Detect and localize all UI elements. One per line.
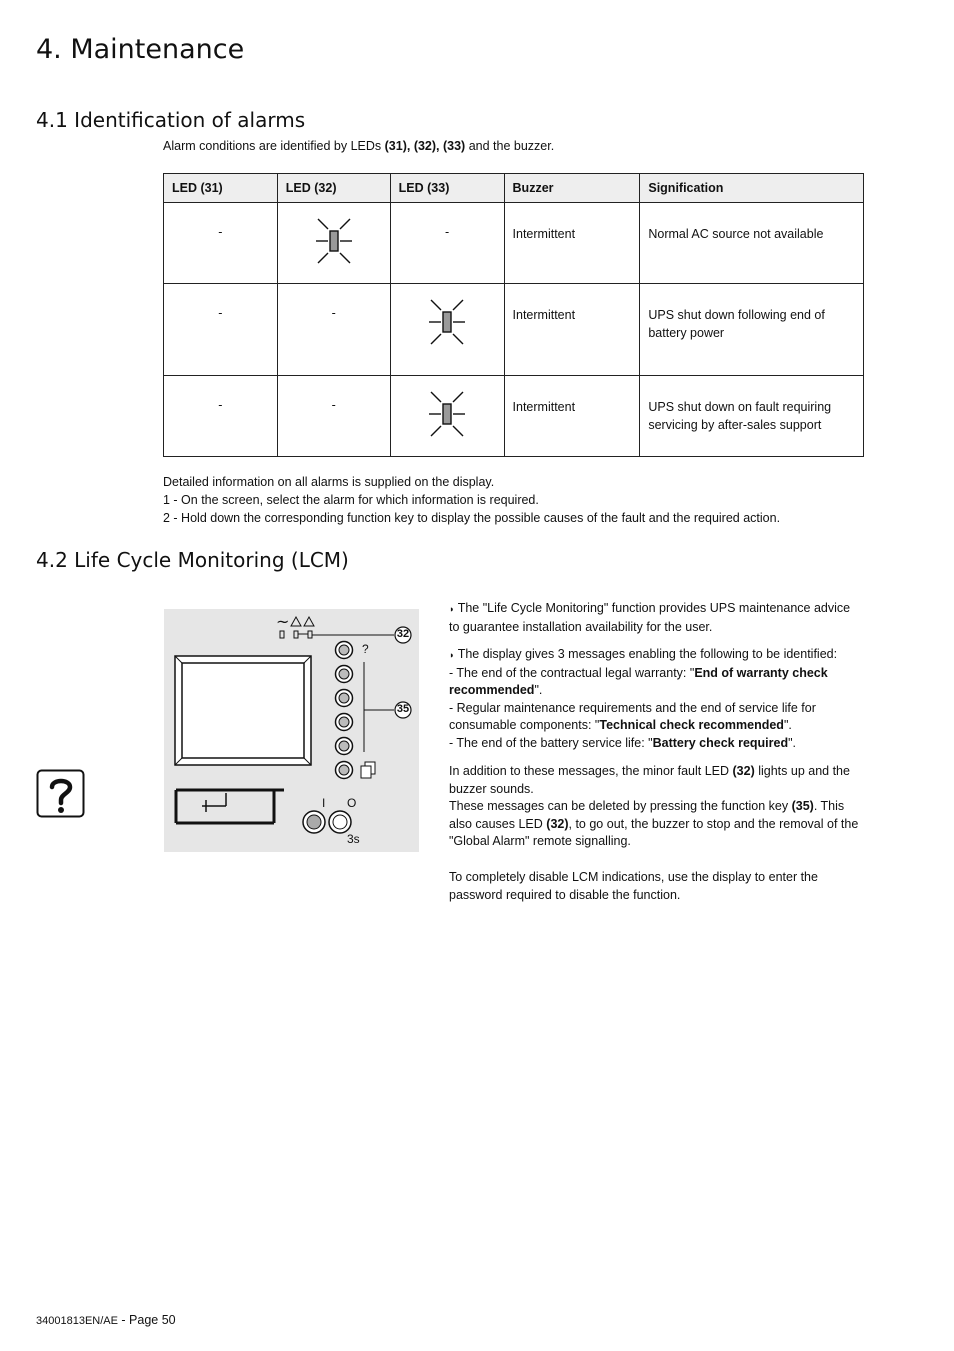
header-led31: LED (31) bbox=[164, 174, 278, 203]
lcm-paragraph-3: In addition to these messages, the minor fault LED (32) lights up and the buzzer sounds. These messages can be deleted by pressing the function key (35). This also causes LED (32), to go out, the buzzer to stop and the removal of the "Global Alarm" remote signalling. bbox=[449, 764, 859, 849]
bullet-icon: ◗ bbox=[449, 650, 455, 660]
cell-signification: UPS shut down following end of battery power bbox=[640, 284, 864, 376]
cell-led31: - bbox=[164, 376, 278, 457]
cell-buzzer: Intermittent bbox=[504, 284, 640, 376]
callout-35-label: 35 bbox=[396, 703, 410, 715]
cell-led33 bbox=[390, 284, 504, 376]
cell-signification: Normal AC source not available bbox=[640, 203, 864, 284]
lcm-paragraph-4: To completely disable LCM indications, use the display to enter the password required to disable the function. bbox=[449, 870, 818, 902]
note-line: 2 - Hold down the corresponding function key to display the possible causes of the fault and the required action. bbox=[163, 511, 781, 525]
table-row bbox=[164, 376, 864, 457]
header-led32: LED (32) bbox=[277, 174, 390, 203]
page-number: - Page 50 bbox=[117, 1313, 176, 1327]
cell-led31: - bbox=[164, 203, 278, 284]
blink-icon bbox=[419, 386, 475, 442]
alarms-intro: Alarm conditions are identified by LEDs (31), (32), (33) and the buzzer. bbox=[163, 139, 555, 153]
note-line: 1 - On the screen, select the alarm for which information is required. bbox=[163, 493, 539, 507]
question-mark-label: ? bbox=[362, 642, 369, 656]
front-panel-drawing bbox=[164, 609, 419, 852]
cell-led31: - bbox=[164, 284, 278, 376]
front-panel-diagram bbox=[164, 609, 419, 852]
cell-led32 bbox=[277, 203, 390, 284]
doc-reference: 34001813EN/AE bbox=[36, 1315, 118, 1327]
table-header-row bbox=[164, 174, 864, 203]
svg-text:~: ~ bbox=[276, 612, 290, 631]
help-icon bbox=[36, 769, 86, 819]
alarm-table bbox=[163, 173, 864, 457]
cell-led32: - bbox=[277, 376, 390, 457]
cell-led33: - bbox=[390, 203, 504, 284]
callout-32-label: 32 bbox=[396, 628, 410, 640]
header-buzzer: Buzzer bbox=[504, 174, 640, 203]
header-signification: Signification bbox=[640, 174, 864, 203]
alarm-notes bbox=[163, 473, 780, 527]
lcm-paragraph-1: ◗ The "Life Cycle Monitoring" function provides UPS maintenance advice to guarantee installation availability for the user. bbox=[449, 601, 851, 634]
bullet-icon: ◗ bbox=[449, 604, 455, 614]
blink-icon bbox=[419, 294, 475, 350]
lcm-paragraph-2: ◗ The display gives 3 messages enabling the following to be identified: - The end of the contractual legal warranty: "End of warranty check recommended". - Regular maintenance requirements and the end of service life for consumable components: "Technical check recommended". - The end of the battery service life: "Battery check required". bbox=[449, 647, 838, 750]
cell-buzzer: Intermittent bbox=[504, 376, 640, 457]
on-key-label: I bbox=[322, 796, 326, 810]
blink-icon bbox=[306, 213, 362, 269]
header-led33: LED (33) bbox=[390, 174, 504, 203]
cell-led32: - bbox=[277, 284, 390, 376]
table-row bbox=[164, 284, 864, 376]
page-footer bbox=[36, 1313, 176, 1327]
cell-signification: UPS shut down on fault requiring servicing by after-sales support bbox=[640, 376, 864, 457]
cell-buzzer: Intermittent bbox=[504, 203, 640, 284]
table-row bbox=[164, 203, 864, 284]
note-line: Detailed information on all alarms is supplied on the display. bbox=[163, 475, 495, 489]
section-heading-lcm: 4.2 Life Cycle Monitoring (LCM) bbox=[36, 548, 349, 572]
hold-time-label: 3s bbox=[347, 832, 360, 846]
cell-led33 bbox=[390, 376, 504, 457]
page-title: 4. Maintenance bbox=[36, 34, 245, 65]
off-key-label: O bbox=[347, 796, 357, 810]
section-heading-alarms: 4.1 Identification of alarms bbox=[36, 108, 306, 132]
